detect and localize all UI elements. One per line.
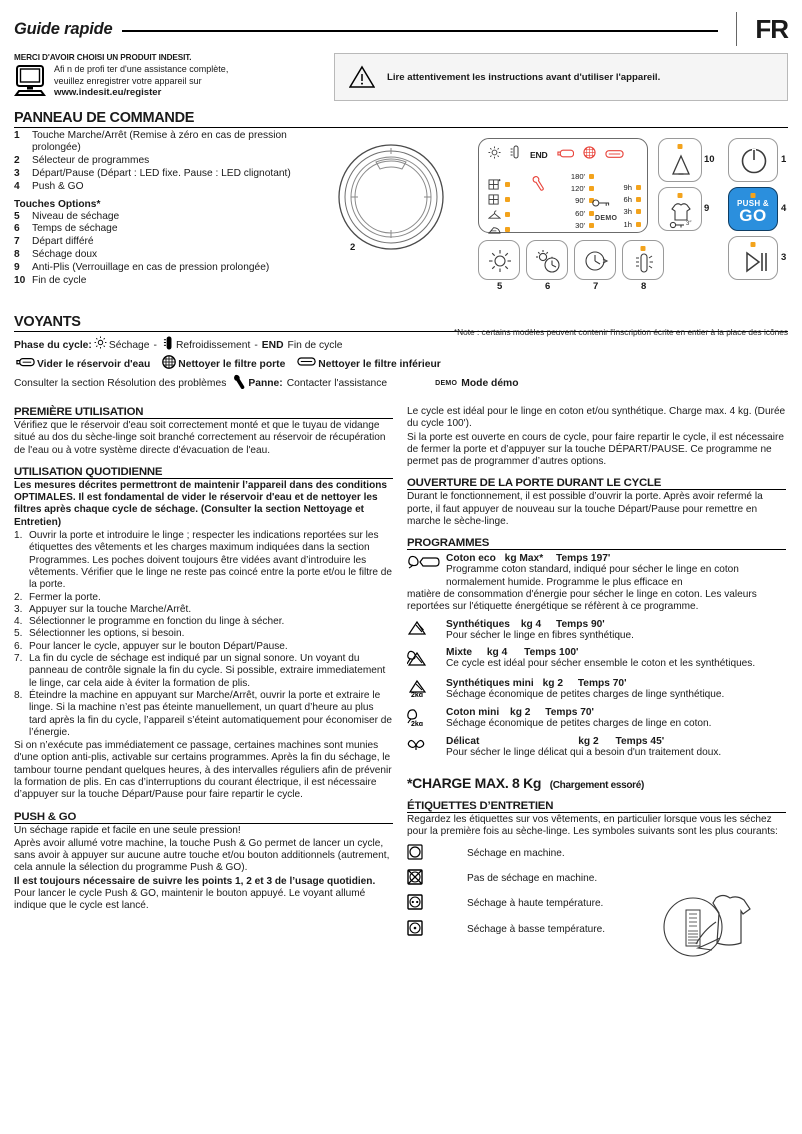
legend-label: Temps de séchage: [32, 223, 118, 235]
clean-lower-filter-text: Nettoyer le filtre inférieur: [318, 358, 441, 370]
time-label: 120': [570, 184, 585, 194]
lower-filter-icon: [605, 146, 624, 164]
delay-label: 3h: [623, 207, 632, 217]
drying-level-button[interactable]: [478, 240, 520, 280]
svg-text:2kg: 2kg: [411, 691, 424, 697]
push-go-p1: Un séchage rapide et facile en une seule pression!: [14, 824, 241, 836]
step-item: [14, 641, 393, 653]
max-load-text: *CHARGE MAX. 8 Kg: [407, 775, 542, 792]
legend-item: [14, 249, 314, 261]
legend-label: Sélecteur de programmes: [32, 155, 150, 167]
drying-sun-icon: [94, 336, 107, 354]
programme-desc: Pour sécher le linge en fibres synthétique.: [446, 629, 634, 641]
panel-graphic: [472, 130, 788, 292]
programme-name: Synthétiques mini: [446, 677, 534, 689]
step-item: [14, 592, 393, 604]
time-row: [563, 184, 594, 193]
time-label: 180': [570, 172, 585, 181]
programme-row: [407, 736, 786, 759]
water-tank-icon: [16, 356, 35, 373]
power-button[interactable]: [728, 138, 778, 182]
separator-dash-1: -: [153, 339, 157, 351]
door-filter-icon: [162, 355, 176, 374]
demo-mode-text: Mode démo: [461, 378, 519, 390]
led-dot: [636, 209, 641, 214]
programme-title: [446, 553, 786, 564]
legend-label: Touche Marche/Arrêt (Remise à zéro en cas de pression prolongée): [32, 130, 287, 154]
header-divider: [736, 12, 737, 46]
care-labels-heading: ÉTIQUETTES D’ENTRETIEN: [407, 800, 786, 813]
push-and-go-label-bottom: GO: [739, 206, 767, 225]
programme-time: Temps 45': [615, 735, 665, 747]
dryness-iron-row: [488, 224, 510, 235]
led-dot: [505, 212, 510, 217]
legend-item: [14, 262, 314, 274]
programme-kg: kg 2: [578, 735, 599, 747]
button-number-9: 9: [704, 203, 710, 214]
button-number-3: 3: [781, 252, 787, 263]
delay-row: [618, 220, 641, 229]
step-number: 8.: [14, 689, 23, 701]
status-display: [478, 138, 648, 233]
legend-main-list: [14, 130, 314, 194]
sun-timer-icon: [527, 241, 569, 281]
delay-start-button[interactable]: [574, 240, 616, 280]
care-label-text: Séchage à haute température.: [467, 898, 604, 910]
computer-icon: [14, 64, 48, 98]
body-columns: [14, 402, 788, 945]
step-text: Ouvrir la porte et introduire le linge ; respecter les indications reportées sur les étiquettes des vêtements et les charges maximum indiquées dans la section Programmes. Les poches doivent toujours être vidées avant d’introduire les vêtements. Vérifier que le linge ne reste pas coincé entre la porte et/ou le filtre de la porte.: [29, 530, 393, 591]
empty-tank-text: Vider le réservoir d'eau: [37, 358, 151, 370]
programme-time: Temps 100': [524, 646, 579, 658]
delay-label: 6h: [623, 195, 632, 205]
led-dot: [636, 185, 641, 190]
quick-cycle-p2: Si la porte est ouverte en cours de cycle, pour faire repartir le cycle, il est nécessaire de fermer la porte et d’appuyer sur la touche DÉPART/PAUSE. Ce programme ne permet pas de programmer d’autres options.: [407, 431, 785, 468]
step-number: 2.: [14, 591, 23, 603]
separator-dash-2: -: [254, 339, 258, 351]
bell-icon: [659, 143, 703, 187]
legend-number: 10: [14, 275, 26, 287]
drying-time-leds: [563, 172, 594, 230]
first-use-heading: PREMIÈRE UTILISATION: [14, 406, 393, 419]
programme-body: [446, 678, 786, 701]
led-dot: [589, 223, 594, 228]
led-dot: [636, 222, 641, 227]
anti-crease-icon: [659, 191, 703, 235]
start-pause-button[interactable]: [728, 236, 778, 280]
step-number: 6.: [14, 640, 23, 652]
delay-row: [618, 207, 641, 216]
programme-title: [446, 647, 786, 658]
daily-use-heading: UTILISATION QUOTIDIENNE: [14, 466, 393, 479]
indicators-heading: VOYANTS: [14, 314, 788, 332]
button-number-8: 8: [641, 281, 647, 292]
programme-body: [446, 553, 786, 589]
programme-time: Temps 70': [545, 706, 594, 718]
care-labels-intro: Regardez les étiquettes sur vos vêtements, en particulier lorsque vous les séchez pour la première fois au sèche-linge. Les symboles suivants sont les plus courants:: [407, 814, 778, 838]
service-wrench-icon: [531, 175, 546, 197]
registration-block: [14, 53, 314, 99]
service-wrench-icon: [232, 374, 246, 394]
legend-item: [14, 155, 314, 167]
legend-number: 1: [14, 130, 20, 141]
push-go-heading: PUSH & GO: [14, 811, 393, 824]
dryness-level-icons: [488, 179, 510, 235]
fault-label: Panne:: [248, 378, 283, 390]
legend-label: Push & GO: [32, 181, 84, 193]
delay-label: 9h: [623, 183, 632, 192]
programme-row: [407, 647, 786, 673]
cupboard-dry-plus-icon: [488, 179, 501, 190]
drying-time-button[interactable]: [526, 240, 568, 280]
end-text: Fin de cycle: [287, 339, 343, 351]
time-row: [563, 209, 594, 218]
legend-item: [14, 223, 314, 235]
programme-desc: Programme coton standard, indiqué pour sécher le linge en coton normalement humide. Programme le plus efficace en: [446, 564, 739, 588]
legend-item: [14, 130, 314, 155]
programme-title: [446, 736, 786, 747]
time-label: 60': [575, 208, 585, 218]
control-panel-section: [14, 130, 788, 292]
drying-sun-icon: [488, 146, 501, 164]
cupboard-dry-icon: [488, 194, 501, 205]
low-temperature-icon: [623, 244, 665, 284]
header-content: [14, 53, 788, 101]
programme-time: Temps 90': [556, 618, 605, 630]
garment-label-illustration: [660, 886, 768, 969]
door-opening-body: Durant le fonctionnement, il est possible d’ouvrir la porte. Après avoir refermé la porte, il faut appuyer de nouveau sur la touche Départ/Pause pour remettre en marche le sèche-linge.: [407, 491, 763, 528]
door-filter-icon: [583, 146, 596, 164]
program-selector-area: [318, 130, 468, 288]
synthetic-mini-icon: [407, 678, 441, 702]
warning-box: [334, 53, 788, 101]
legend-item: [14, 275, 314, 287]
tumble-dry-icon: [407, 844, 467, 864]
svg-text:2kg: 2kg: [411, 720, 424, 726]
cotton-mini-icon: [407, 707, 441, 731]
cooling-text: Refroidissement: [175, 339, 251, 351]
push-go-p3-rest: Pour lancer le cycle Push & GO, maintenir le bouton appuyé. Le voyant allumé indique que le cycle est lancé.: [14, 888, 366, 912]
first-use-body: Vérifiez que le réservoir d'eau soit correctement monté et que le tuyau de vidange situé au dos du sèche-linge soit branché correctement au réservoir de récupération de l'eau ou à votre système directe d'évacuation de l'eau.: [14, 419, 386, 456]
legend-options-list: [14, 211, 314, 288]
register-line-2: veuillez enregistrer votre appareil sur: [54, 75, 202, 86]
programme-row: [407, 553, 786, 589]
play-pause-icon: [729, 241, 779, 285]
indicator-line-cycle-phase: [14, 336, 788, 355]
programme-name: Coton mini: [446, 706, 500, 718]
dryness-cupboard-row: [488, 194, 510, 205]
child-lock-key-icon: [592, 195, 610, 213]
care-label-text: Pas de séchage en machine.: [467, 873, 598, 885]
programme-title: [446, 707, 786, 718]
end-indicator-label: END: [530, 149, 548, 160]
programme-kg: kg 2: [542, 677, 563, 689]
svg-text:3″: 3″: [686, 221, 692, 227]
dryness-extra-dry-row: [488, 179, 510, 190]
legend-number: 7: [14, 236, 20, 248]
gentle-drying-button[interactable]: [622, 240, 664, 280]
clean-door-filter-text: Nettoyer le filtre porte: [178, 358, 286, 370]
tumble-dry-high-icon: [407, 894, 467, 914]
programme-kg: kg Max*: [504, 553, 544, 565]
step-number: 5.: [14, 628, 23, 640]
legend-item: [14, 236, 314, 248]
cotton-eco-icon: [407, 553, 441, 575]
step-text: Sélectionner les options, si besoin.: [29, 628, 185, 640]
step-item: [14, 628, 393, 640]
daily-use-intro: Les mesures décrites permettront de maintenir l’appareil dans des conditions OPTIMALES. Il est fondamental de vider le réservoir d'eau et de nettoyer les filtres après chaque cycle de séchage. (Consulter la section Nettoyage et Entretien): [14, 479, 388, 528]
troubleshooting-text: Consulter la section Résolution des problèmes: [14, 378, 227, 390]
legend-label: Départ différé: [32, 236, 94, 248]
step-text: Pour lancer le cycle, appuyer sur le bouton Départ/Pause.: [29, 640, 288, 652]
cycle-phase-label: Phase du cycle:: [14, 339, 92, 351]
warning-triangle-icon: [349, 65, 375, 89]
programmes-heading: PROGRAMMES: [407, 537, 786, 550]
step-item: [14, 653, 393, 690]
push-and-go-label-top: PUSH &: [736, 199, 770, 208]
button-number-4: 4: [781, 203, 787, 214]
programme-kg: kg 4: [520, 618, 542, 630]
programme-title: [446, 619, 786, 630]
programme-row: [407, 619, 786, 642]
button-number-10: 10: [704, 154, 715, 165]
led-dot: [589, 186, 594, 191]
clock-icon: [575, 241, 617, 281]
led-dot: [505, 227, 510, 232]
legend-number: 5: [14, 210, 20, 222]
step-text: Éteindre la machine en appuyant sur Marche/Arrêt, ouvrir la porte et extraire le linge. Si la machine n’est pas éteinte manuellement, un quart d’heure au plus tard après la fin du cycle, l’appareil s’éteint automatiquement pour économiser de l’énergie.: [29, 689, 393, 738]
programme-name: Synthétiques: [446, 618, 510, 630]
program-selector-dial[interactable]: [336, 142, 446, 257]
led-dot: [636, 197, 641, 202]
programme-title: [446, 678, 786, 689]
max-load-note: [407, 775, 786, 791]
cooling-icon: [163, 336, 174, 355]
led-dot: [505, 182, 510, 187]
control-panel-legend: [14, 130, 314, 288]
programme-kg: kg 2: [510, 706, 531, 718]
programme-name: Mixte: [446, 646, 473, 658]
demo-tag: DEMO: [435, 380, 458, 388]
drying-text: Séchage: [108, 339, 150, 351]
led-dot: [505, 197, 510, 202]
programme-time: Temps 197': [556, 553, 611, 565]
push-go-p3-bold: Il est toujours nécessaire de suivre les points 1, 2 et 3 de l’usage quotidien.: [14, 875, 376, 887]
display-top-row: [479, 139, 647, 164]
time-row: [563, 172, 594, 181]
programme-desc: Ce cycle est idéal pour sécher ensemble le coton et les synthétiques.: [446, 657, 756, 669]
legend-number: 2: [14, 155, 20, 167]
time-row: [563, 196, 594, 205]
thanks-line: MERCI D'AVOIR CHOISI UN PRODUIT INDESIT.: [14, 53, 192, 62]
warning-text: Lire attentivement les instructions avant d'utiliser l'appareil.: [387, 71, 661, 83]
legend-number: 9: [14, 262, 20, 274]
step-text: La fin du cycle de séchage est indiqué par un signal sonore. Un voyant du panneau de contrôle signale la fin du cycle. Si possible, extraire immediatement le linge, car cela aide à éviter la formation de plis.: [29, 653, 386, 689]
care-label-text: Séchage en machine.: [467, 847, 565, 859]
register-line-1: Afi n de profi ter d'une assistance complète,: [54, 64, 229, 74]
quick-cycle-p1: Le cycle est idéal pour le linge en coton et/ou synthétique. Charge max. 4 kg. (Durée du cycle 100').: [407, 405, 786, 430]
care-label-text: Séchage à basse température.: [467, 923, 606, 935]
header-rule: [122, 30, 718, 32]
max-load-sub: (Chargement essoré): [549, 780, 645, 792]
legend-label: Fin de cycle: [32, 275, 87, 287]
programme-name: Coton eco: [446, 553, 496, 565]
programme-body: [446, 736, 786, 759]
push-go-p3: [14, 876, 393, 913]
end-label: END: [261, 339, 284, 351]
programme-body: [446, 707, 786, 730]
step-text: Fermer la porte.: [29, 591, 101, 603]
button-number-5: 5: [497, 281, 503, 292]
time-label: 90': [575, 196, 585, 206]
power-icon: [729, 139, 779, 183]
delay-row: [618, 183, 641, 192]
contact-support-text: Contacter l'assistance: [286, 378, 388, 390]
step-item: [14, 690, 393, 739]
options-heading: Touches Options*: [14, 198, 101, 210]
daily-use-steps: [14, 530, 393, 739]
legend-number: 6: [14, 223, 20, 235]
door-opening-heading: OUVERTURE DE LA PORTE DURANT LE CYCLE: [407, 477, 786, 490]
step-item: [14, 530, 393, 591]
programme-desc: Séchage économique de petites charges de linge en coton.: [446, 717, 712, 729]
hanger-dry-icon: [488, 209, 501, 220]
legend-number: 3: [14, 168, 20, 180]
care-labels-list: [407, 844, 786, 940]
legend-item: [14, 211, 314, 223]
legend-number: 4: [14, 181, 20, 193]
step-text: Appuyer sur la touche Marche/Arrêt.: [29, 603, 192, 615]
programme-body: [446, 647, 786, 670]
push-and-go-button[interactable]: [728, 187, 778, 231]
synthetic-icon: [407, 619, 441, 641]
time-row: [563, 221, 594, 230]
time-label: 30': [575, 220, 585, 230]
legend-label: Séchage doux: [32, 249, 98, 261]
programme-time: Temps 70': [577, 677, 627, 689]
legend-label: Niveau de séchage: [32, 210, 120, 222]
step-text: Sélectionner le programme en fonction du linge à sécher.: [29, 616, 285, 628]
programme-desc: Séchage économique de petites charges de linge synthétique.: [446, 688, 725, 700]
dial-number-label: 2: [350, 242, 356, 253]
programme-body: [446, 619, 786, 642]
led-dot: [589, 174, 594, 179]
right-column: [407, 402, 786, 945]
sun-icon: [479, 241, 521, 281]
tumble-dry-low-icon: [407, 920, 467, 940]
programme-desc: Pour sécher le linge délicat qui a besoin d'un traitement doux.: [446, 746, 722, 758]
step-item: [14, 616, 393, 628]
panel-footnote: *Note : certains modèles peuvent contenir l'inscription écrite en entier à la place des icônes: [453, 327, 788, 337]
programme-row: [407, 678, 786, 702]
programme-row: [407, 707, 786, 731]
delay-row: [618, 195, 641, 204]
guide-title: Guide rapide: [14, 19, 113, 38]
delay-label: 1h: [623, 219, 632, 229]
button-number-6: 6: [545, 281, 551, 292]
indicators-section: [14, 336, 788, 394]
indicator-line-service: [14, 374, 788, 394]
legend-label: Départ/Pause (Départ : LED fixe. Pause : LED clignotant): [32, 168, 291, 180]
legend-number: 8: [14, 249, 20, 261]
demo-mode-indicator: DEMO: [595, 215, 618, 222]
do-not-tumble-dry-icon: [407, 869, 467, 889]
register-url[interactable]: www.indesit.eu/register: [54, 87, 162, 99]
left-column: [14, 402, 393, 945]
step-number: 1.: [14, 530, 23, 542]
programme-desc-overflow: matière de consommation d'énergie pour sécher le linge en coton. Les valeurs reportées sur l'étiquette énergétique se réfèrent à ce programme.: [407, 588, 757, 613]
step-item: [14, 604, 393, 616]
end-of-cycle-button[interactable]: [658, 138, 702, 182]
cooling-icon: [510, 145, 521, 164]
step-number: 7.: [14, 653, 23, 665]
care-label-row: [407, 844, 786, 864]
step-number: 3.: [14, 603, 23, 615]
mixed-icon: [407, 647, 441, 673]
legend-item: [14, 181, 314, 193]
push-go-p2: Après avoir allumé votre machine, la touche Push & Go permet de lancer un cycle, sans avoir à appuyer sur aucune autre touche et/ou bouton additionnels (autrement, cela annule la sélection du programme Push & GO).: [14, 837, 390, 874]
programme-name: Délicat: [446, 735, 480, 747]
anti-crease-button[interactable]: [658, 187, 702, 231]
lower-filter-icon: [297, 356, 316, 372]
step-number: 4.: [14, 616, 23, 628]
delicate-icon: [407, 736, 441, 758]
button-led: [751, 193, 756, 198]
button-number-7: 7: [593, 281, 599, 292]
indicator-line-maintenance: [14, 355, 788, 374]
delay-start-leds: [618, 183, 641, 229]
header-bar: [14, 12, 788, 46]
legend-item: [14, 168, 314, 180]
daily-use-outro: Si on n’exécute pas immédiatement ce passage, certaines machines sont munies d'une option anti-plis, activable sur certains programmes. Après la fin du séchage, le tambour tourne pendant quelques heures, à des intervalles réguliers afin de prévenir la formation de plis. En cas d’interruptions du courant électrique, il est nécessaire d’appuyer sur la touche Départ/Pause pour faire repartir le cycle.: [14, 740, 392, 801]
language-code: FR: [755, 13, 788, 44]
iron-dry-icon: [488, 224, 501, 235]
legend-label: Anti-Plis (Verrouillage en cas de pression prolongée): [32, 262, 270, 274]
programme-kg: kg 4: [486, 646, 508, 658]
dryness-hanger-row: [488, 209, 510, 220]
water-tank-icon: [557, 146, 574, 164]
registration-text: [54, 64, 228, 99]
control-panel-heading: PANNEAU DE COMMANDE: [14, 110, 788, 128]
button-number-1: 1: [781, 154, 787, 165]
